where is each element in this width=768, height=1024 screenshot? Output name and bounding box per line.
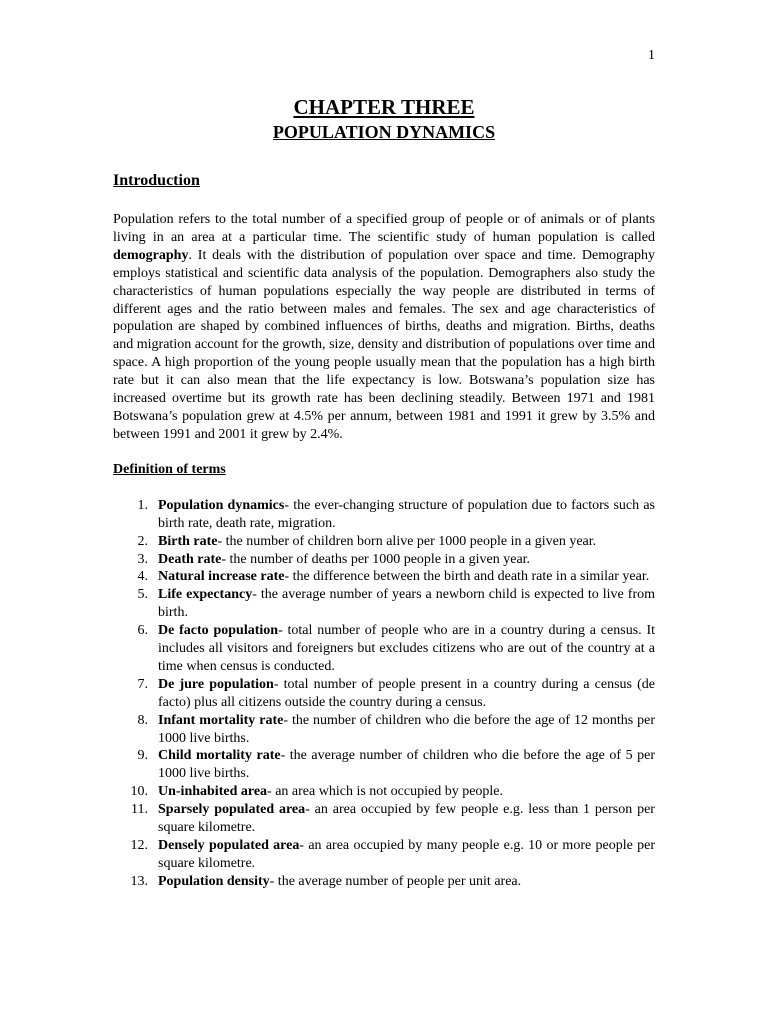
term-name: Un-inhabited area	[158, 784, 268, 800]
definition-item	[113, 676, 655, 712]
term-definition: - total number of people who are in a country during a census. It includes all visitors and foreigners but excludes citizens who are out of the country at a time when census is conducted.	[158, 623, 655, 674]
term-name: Life expectancy	[158, 587, 253, 603]
term-definition: - an area which is not occupied by people.	[267, 784, 504, 800]
item-number: 3.	[137, 551, 148, 567]
term-name: De jure population	[158, 676, 274, 692]
item-number: 8.	[137, 712, 148, 728]
item-number: 13.	[130, 873, 148, 889]
definition-item	[113, 712, 655, 748]
intro-text-end: . It deals with the distribution of population over space and time. Demography employs statistical and scientific data analysis of the population. Demographers also study the characteristics of human populations especially the way people are distributed in terms of different ages and the ratio between males and females. The sex and age characteristics of population are shaped by combined influences of births, deaths and migration. Births, deaths and migration account for the growth, size, density and distribution of populations over time and space. A high proportion of the young people usually mean that the population has a high birth rate but it can also mean that the life expectancy is low. Botswana’s population size has increased overtime but its growth rate has been declining steadily. Between 1971 and 1981 Botswana’s population grew at 4.5% per annum, between 1981 and 1991 it grew by 3.5% and between 1991 and 2001 it grew by 2.4%.	[113, 247, 655, 442]
intro-text-start: Population refers to the total number of a specified group of people or of animals or of plants living in an area at a particular time. The scientific study of human population is called	[113, 212, 655, 245]
item-number: 11.	[131, 802, 148, 818]
term-name: Birth rate	[158, 533, 218, 549]
term-name: De facto population	[158, 623, 279, 639]
term-name: Population density	[158, 873, 270, 889]
introduction-heading: Introduction	[113, 172, 200, 189]
item-number: 4.	[137, 569, 148, 585]
term-definition: - the average number of years a newborn child is expected to live from birth.	[158, 587, 656, 621]
definition-item	[113, 837, 655, 873]
intro-bold-term: demography	[113, 247, 189, 263]
term-name: Child mortality rate	[158, 748, 281, 764]
term-definition: - an area occupied by many people e.g. 10 or more people per square kilometre.	[158, 838, 655, 871]
definitions-list	[113, 497, 655, 891]
term-definition: - the number of children born alive per 1000 people in a given year.	[217, 533, 597, 549]
term-name: Population dynamics	[158, 497, 285, 513]
definition-item	[113, 551, 655, 569]
term-definition: - the average number of children who die before the age of 5 per 1000 live births.	[158, 748, 655, 782]
term-definition: - the number of deaths per 1000 people in a given year.	[221, 551, 531, 567]
chapter-title: CHAPTER THREE	[293, 95, 475, 119]
definition-item	[113, 497, 655, 533]
item-number: 9.	[137, 748, 148, 764]
definition-item	[113, 622, 655, 676]
term-name: Death rate	[158, 551, 222, 567]
definition-item	[113, 747, 655, 783]
item-number: 5.	[137, 587, 148, 603]
item-number: 1.	[137, 497, 148, 513]
definition-item	[113, 783, 655, 801]
definition-item	[113, 533, 655, 551]
introduction-paragraph	[113, 211, 655, 444]
chapter-subtitle: POPULATION DYNAMICS	[272, 122, 496, 142]
definition-item	[113, 586, 655, 622]
definitions-heading: Definition of terms	[113, 461, 226, 477]
definition-item	[113, 801, 655, 837]
term-definition: - an area occupied by few people e.g. less than 1 person per square kilometre.	[158, 802, 655, 836]
term-name: Natural increase rate	[158, 569, 285, 585]
definition-item	[113, 873, 655, 891]
term-definition: - total number of people present in a country during a census (de facto) plus all citizens outside the country during a census.	[158, 676, 655, 710]
term-definition: - the number of children who die before the age of 12 months per 1000 live births.	[158, 712, 656, 746]
term-definition: - the ever-changing structure of population due to factors such as birth rate, death rate, migration.	[158, 497, 655, 531]
term-name: Sparsely populated area	[158, 802, 306, 818]
document-body	[113, 94, 655, 891]
item-number: 7.	[137, 676, 148, 692]
term-name: Densely populated area	[158, 838, 300, 853]
item-number: 12.	[130, 838, 148, 853]
term-name: Infant mortality rate	[158, 712, 284, 728]
item-number: 6.	[137, 623, 148, 639]
page-number: 1	[648, 48, 655, 63]
term-definition: - the difference between the birth and death rate in a similar year.	[284, 569, 650, 585]
item-number: 10.	[130, 784, 148, 800]
item-number: 2.	[137, 533, 148, 549]
term-definition: - the average number of people per unit area.	[269, 873, 522, 889]
definition-item	[113, 568, 655, 586]
